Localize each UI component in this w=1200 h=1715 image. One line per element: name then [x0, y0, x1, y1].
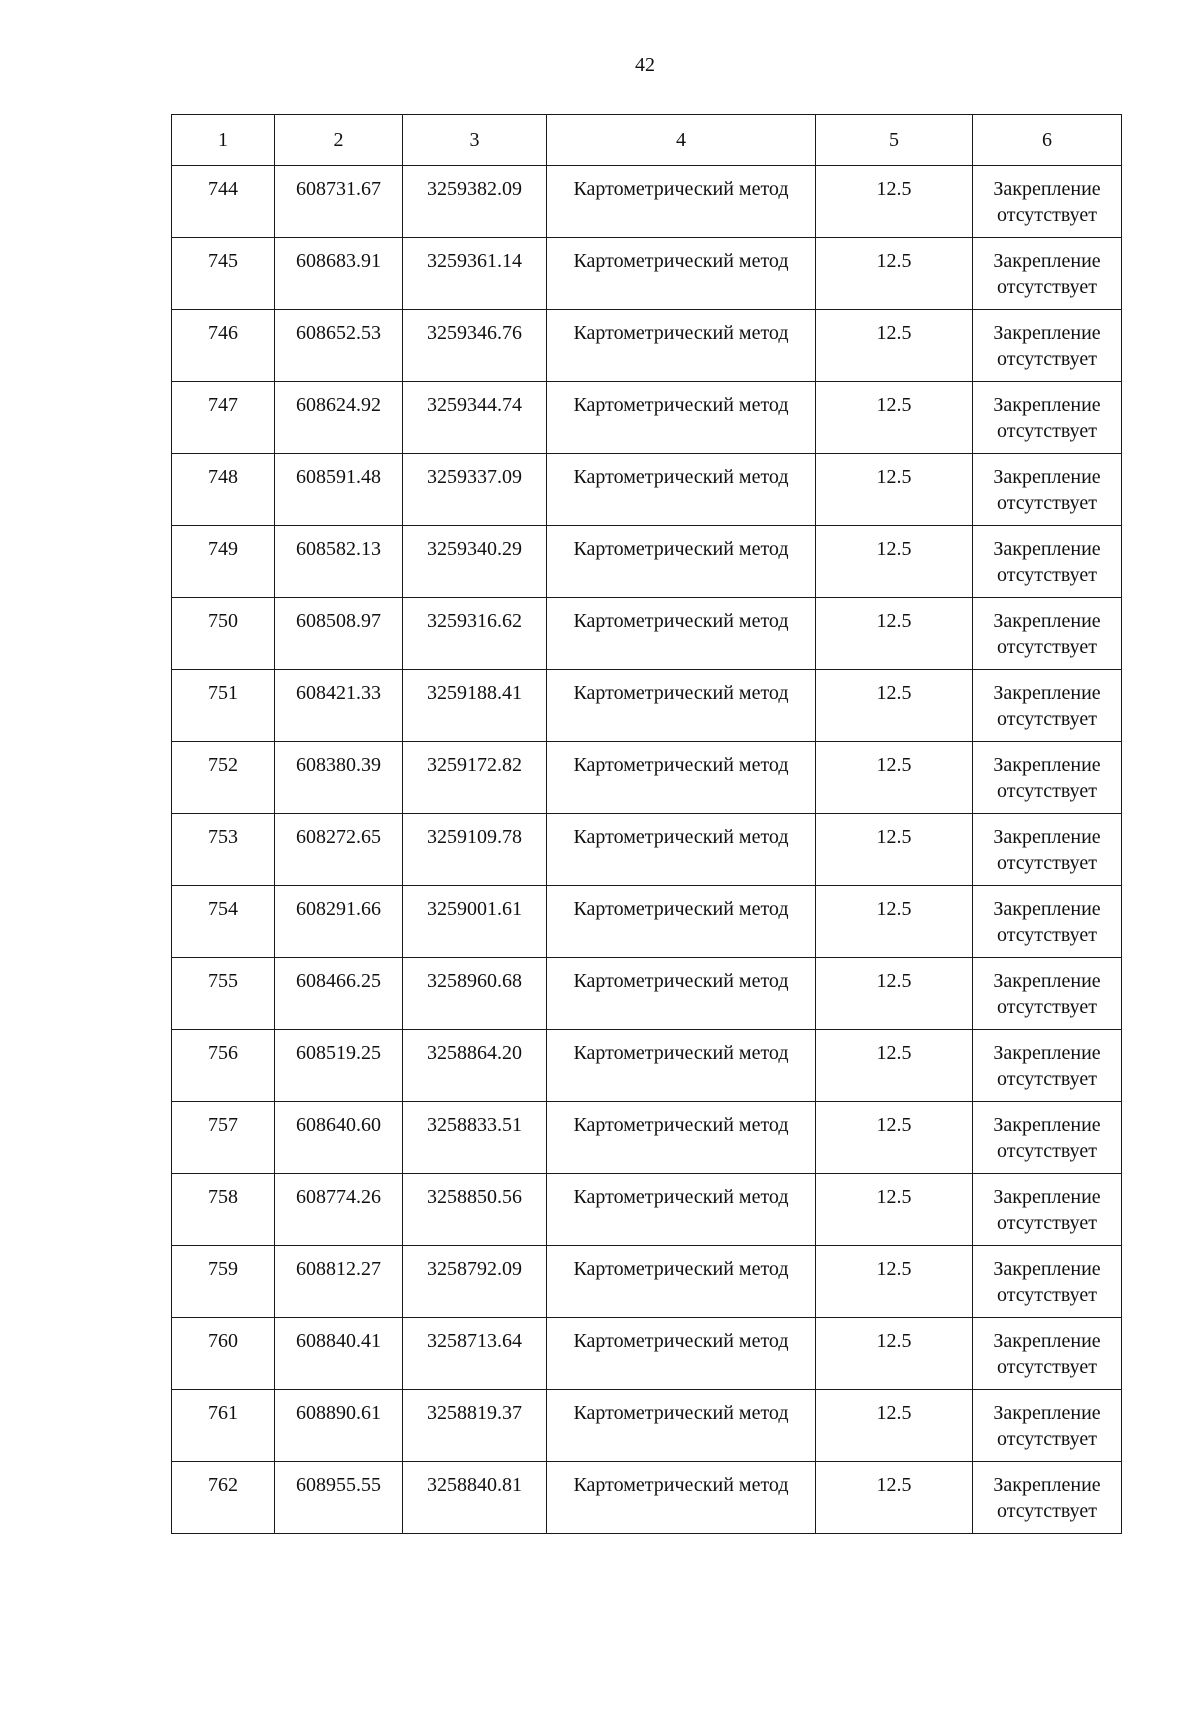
- accuracy-cell: 12.5: [816, 1318, 973, 1390]
- fixation-cell: [973, 598, 1122, 670]
- fixation-line-2: отсутствует: [996, 708, 1098, 730]
- point-number-cell: 757: [172, 1102, 275, 1174]
- fixation-line-1: Закрепление: [993, 250, 1101, 272]
- fixation-cell: [973, 1174, 1122, 1246]
- fixation-cell: [973, 1246, 1122, 1318]
- fixation-line-2: отсутствует: [996, 924, 1098, 946]
- fixation-line-2: отсутствует: [996, 852, 1098, 874]
- fixation-line-1: Закрепление: [993, 970, 1101, 992]
- accuracy-cell: 12.5: [816, 1102, 973, 1174]
- accuracy-cell: 12.5: [816, 454, 973, 526]
- point-number-cell: 747: [172, 382, 275, 454]
- method-cell: Картометрический метод: [547, 1246, 816, 1318]
- point-number-cell: 748: [172, 454, 275, 526]
- method-cell: Картометрический метод: [547, 1174, 816, 1246]
- fixation-cell: [973, 1462, 1122, 1534]
- fixation-line-1: Закрепление: [993, 1474, 1101, 1496]
- fixation-line-2: отсутствует: [996, 1500, 1098, 1522]
- point-number-cell: 760: [172, 1318, 275, 1390]
- y-coordinate-cell: 3258840.81: [403, 1462, 547, 1534]
- fixation-line-2: отсутствует: [996, 492, 1098, 514]
- y-coordinate-cell: 3259340.29: [403, 526, 547, 598]
- accuracy-cell: 12.5: [816, 670, 973, 742]
- x-coordinate-cell: 608519.25: [275, 1030, 403, 1102]
- method-cell: Картометрический метод: [547, 526, 816, 598]
- fixation-line-1: Закрепление: [993, 178, 1101, 200]
- column-header: 6: [973, 115, 1122, 166]
- fixation-cell: [973, 814, 1122, 886]
- fixation-line-2: отсутствует: [996, 1212, 1098, 1234]
- accuracy-cell: 12.5: [816, 598, 973, 670]
- accuracy-cell: 12.5: [816, 886, 973, 958]
- fixation-line-1: Закрепление: [993, 322, 1101, 344]
- table-row: [172, 454, 1122, 526]
- x-coordinate-cell: 608291.66: [275, 886, 403, 958]
- fixation-line-1: Закрепление: [993, 1330, 1101, 1352]
- point-number-cell: 752: [172, 742, 275, 814]
- point-number-cell: 744: [172, 166, 275, 238]
- method-cell: Картометрический метод: [547, 238, 816, 310]
- method-cell: Картометрический метод: [547, 1030, 816, 1102]
- point-number-cell: 756: [172, 1030, 275, 1102]
- y-coordinate-cell: 3258850.56: [403, 1174, 547, 1246]
- table-row: [172, 166, 1122, 238]
- method-cell: Картометрический метод: [547, 454, 816, 526]
- method-cell: Картометрический метод: [547, 598, 816, 670]
- y-coordinate-cell: 3259109.78: [403, 814, 547, 886]
- fixation-line-1: Закрепление: [993, 826, 1101, 848]
- x-coordinate-cell: 608591.48: [275, 454, 403, 526]
- fixation-cell: [973, 1390, 1122, 1462]
- x-coordinate-cell: 608812.27: [275, 1246, 403, 1318]
- column-header: 5: [816, 115, 973, 166]
- fixation-cell: [973, 1318, 1122, 1390]
- point-number-cell: 761: [172, 1390, 275, 1462]
- fixation-line-1: Закрепление: [993, 1042, 1101, 1064]
- column-header: 3: [403, 115, 547, 166]
- table-row: [172, 742, 1122, 814]
- accuracy-cell: 12.5: [816, 742, 973, 814]
- x-coordinate-cell: 608272.65: [275, 814, 403, 886]
- fixation-line-2: отсутствует: [996, 1428, 1098, 1450]
- x-coordinate-cell: 608508.97: [275, 598, 403, 670]
- fixation-line-2: отсутствует: [996, 1140, 1098, 1162]
- y-coordinate-cell: 3259382.09: [403, 166, 547, 238]
- accuracy-cell: 12.5: [816, 958, 973, 1030]
- accuracy-cell: 12.5: [816, 1462, 973, 1534]
- table-row: [172, 598, 1122, 670]
- y-coordinate-cell: 3259344.74: [403, 382, 547, 454]
- x-coordinate-cell: 608582.13: [275, 526, 403, 598]
- table-row: [172, 670, 1122, 742]
- fixation-cell: [973, 670, 1122, 742]
- table-row: [172, 886, 1122, 958]
- accuracy-cell: 12.5: [816, 238, 973, 310]
- fixation-line-2: отсутствует: [996, 348, 1098, 370]
- point-number-cell: 755: [172, 958, 275, 1030]
- fixation-cell: [973, 526, 1122, 598]
- fixation-line-1: Закрепление: [993, 754, 1101, 776]
- table-row: [172, 1462, 1122, 1534]
- accuracy-cell: 12.5: [816, 1030, 973, 1102]
- point-number-cell: 749: [172, 526, 275, 598]
- y-coordinate-cell: 3259316.62: [403, 598, 547, 670]
- column-header: 2: [275, 115, 403, 166]
- method-cell: Картометрический метод: [547, 1102, 816, 1174]
- fixation-line-1: Закрепление: [993, 1402, 1101, 1424]
- y-coordinate-cell: 3259346.76: [403, 310, 547, 382]
- table-header-row: [172, 115, 1122, 166]
- fixation-line-1: Закрепление: [993, 682, 1101, 704]
- point-number-cell: 754: [172, 886, 275, 958]
- method-cell: Картометрический метод: [547, 742, 816, 814]
- y-coordinate-cell: 3258819.37: [403, 1390, 547, 1462]
- fixation-cell: [973, 886, 1122, 958]
- table-row: [172, 382, 1122, 454]
- x-coordinate-cell: 608840.41: [275, 1318, 403, 1390]
- fixation-line-1: Закрепление: [993, 538, 1101, 560]
- point-number-cell: 762: [172, 1462, 275, 1534]
- method-cell: Картометрический метод: [547, 1318, 816, 1390]
- method-cell: Картометрический метод: [547, 166, 816, 238]
- table-body: [172, 166, 1122, 1534]
- fixation-line-1: Закрепление: [993, 466, 1101, 488]
- point-number-cell: 746: [172, 310, 275, 382]
- table-row: [172, 1102, 1122, 1174]
- y-coordinate-cell: 3259172.82: [403, 742, 547, 814]
- table-row: [172, 1246, 1122, 1318]
- point-number-cell: 753: [172, 814, 275, 886]
- fixation-cell: [973, 454, 1122, 526]
- x-coordinate-cell: 608421.33: [275, 670, 403, 742]
- fixation-line-1: Закрепление: [993, 394, 1101, 416]
- y-coordinate-cell: 3258833.51: [403, 1102, 547, 1174]
- y-coordinate-cell: 3259361.14: [403, 238, 547, 310]
- fixation-line-2: отсутствует: [996, 1068, 1098, 1090]
- method-cell: Картометрический метод: [547, 1462, 816, 1534]
- fixation-line-2: отсутствует: [996, 780, 1098, 802]
- x-coordinate-cell: 608890.61: [275, 1390, 403, 1462]
- column-header: 4: [547, 115, 816, 166]
- accuracy-cell: 12.5: [816, 310, 973, 382]
- table-row: [172, 238, 1122, 310]
- point-number-cell: 750: [172, 598, 275, 670]
- table-row: [172, 310, 1122, 382]
- accuracy-cell: 12.5: [816, 166, 973, 238]
- x-coordinate-cell: 608731.67: [275, 166, 403, 238]
- fixation-line-1: Закрепление: [993, 1186, 1101, 1208]
- table-row: [172, 1030, 1122, 1102]
- y-coordinate-cell: 3258792.09: [403, 1246, 547, 1318]
- fixation-line-2: отсутствует: [996, 204, 1098, 226]
- x-coordinate-cell: 608774.26: [275, 1174, 403, 1246]
- accuracy-cell: 12.5: [816, 1390, 973, 1462]
- accuracy-cell: 12.5: [816, 1246, 973, 1318]
- fixation-line-2: отсутствует: [996, 996, 1098, 1018]
- table-row: [172, 1390, 1122, 1462]
- x-coordinate-cell: 608380.39: [275, 742, 403, 814]
- accuracy-cell: 12.5: [816, 382, 973, 454]
- method-cell: Картометрический метод: [547, 958, 816, 1030]
- y-coordinate-cell: 3259188.41: [403, 670, 547, 742]
- fixation-cell: [973, 238, 1122, 310]
- accuracy-cell: 12.5: [816, 526, 973, 598]
- y-coordinate-cell: 3259337.09: [403, 454, 547, 526]
- method-cell: Картометрический метод: [547, 310, 816, 382]
- table-row: [172, 958, 1122, 1030]
- fixation-line-1: Закрепление: [993, 898, 1101, 920]
- x-coordinate-cell: 608683.91: [275, 238, 403, 310]
- y-coordinate-cell: 3259001.61: [403, 886, 547, 958]
- fixation-cell: [973, 958, 1122, 1030]
- fixation-line-1: Закрепление: [993, 610, 1101, 632]
- table-row: [172, 1318, 1122, 1390]
- column-header: 1: [172, 115, 275, 166]
- fixation-cell: [973, 382, 1122, 454]
- fixation-cell: [973, 166, 1122, 238]
- fixation-line-2: отсутствует: [996, 636, 1098, 658]
- table-row: [172, 526, 1122, 598]
- accuracy-cell: 12.5: [816, 814, 973, 886]
- method-cell: Картометрический метод: [547, 1390, 816, 1462]
- fixation-line-2: отсутствует: [996, 1284, 1098, 1306]
- method-cell: Картометрический метод: [547, 814, 816, 886]
- method-cell: Картометрический метод: [547, 886, 816, 958]
- point-number-cell: 745: [172, 238, 275, 310]
- y-coordinate-cell: 3258864.20: [403, 1030, 547, 1102]
- y-coordinate-cell: 3258960.68: [403, 958, 547, 1030]
- coordinates-table: [171, 114, 1122, 1534]
- point-number-cell: 751: [172, 670, 275, 742]
- x-coordinate-cell: 608640.60: [275, 1102, 403, 1174]
- fixation-line-2: отсутствует: [996, 1356, 1098, 1378]
- fixation-line-2: отсутствует: [996, 276, 1098, 298]
- fixation-cell: [973, 1030, 1122, 1102]
- x-coordinate-cell: 608624.92: [275, 382, 403, 454]
- fixation-cell: [973, 1102, 1122, 1174]
- fixation-line-2: отсутствует: [996, 564, 1098, 586]
- page-number: 42: [635, 54, 655, 76]
- table-row: [172, 814, 1122, 886]
- x-coordinate-cell: 608652.53: [275, 310, 403, 382]
- fixation-cell: [973, 742, 1122, 814]
- fixation-line-1: Закрепление: [993, 1258, 1101, 1280]
- point-number-cell: 758: [172, 1174, 275, 1246]
- accuracy-cell: 12.5: [816, 1174, 973, 1246]
- fixation-line-1: Закрепление: [993, 1114, 1101, 1136]
- x-coordinate-cell: 608466.25: [275, 958, 403, 1030]
- fixation-cell: [973, 310, 1122, 382]
- method-cell: Картометрический метод: [547, 382, 816, 454]
- method-cell: Картометрический метод: [547, 670, 816, 742]
- y-coordinate-cell: 3258713.64: [403, 1318, 547, 1390]
- point-number-cell: 759: [172, 1246, 275, 1318]
- fixation-line-2: отсутствует: [996, 420, 1098, 442]
- x-coordinate-cell: 608955.55: [275, 1462, 403, 1534]
- table-row: [172, 1174, 1122, 1246]
